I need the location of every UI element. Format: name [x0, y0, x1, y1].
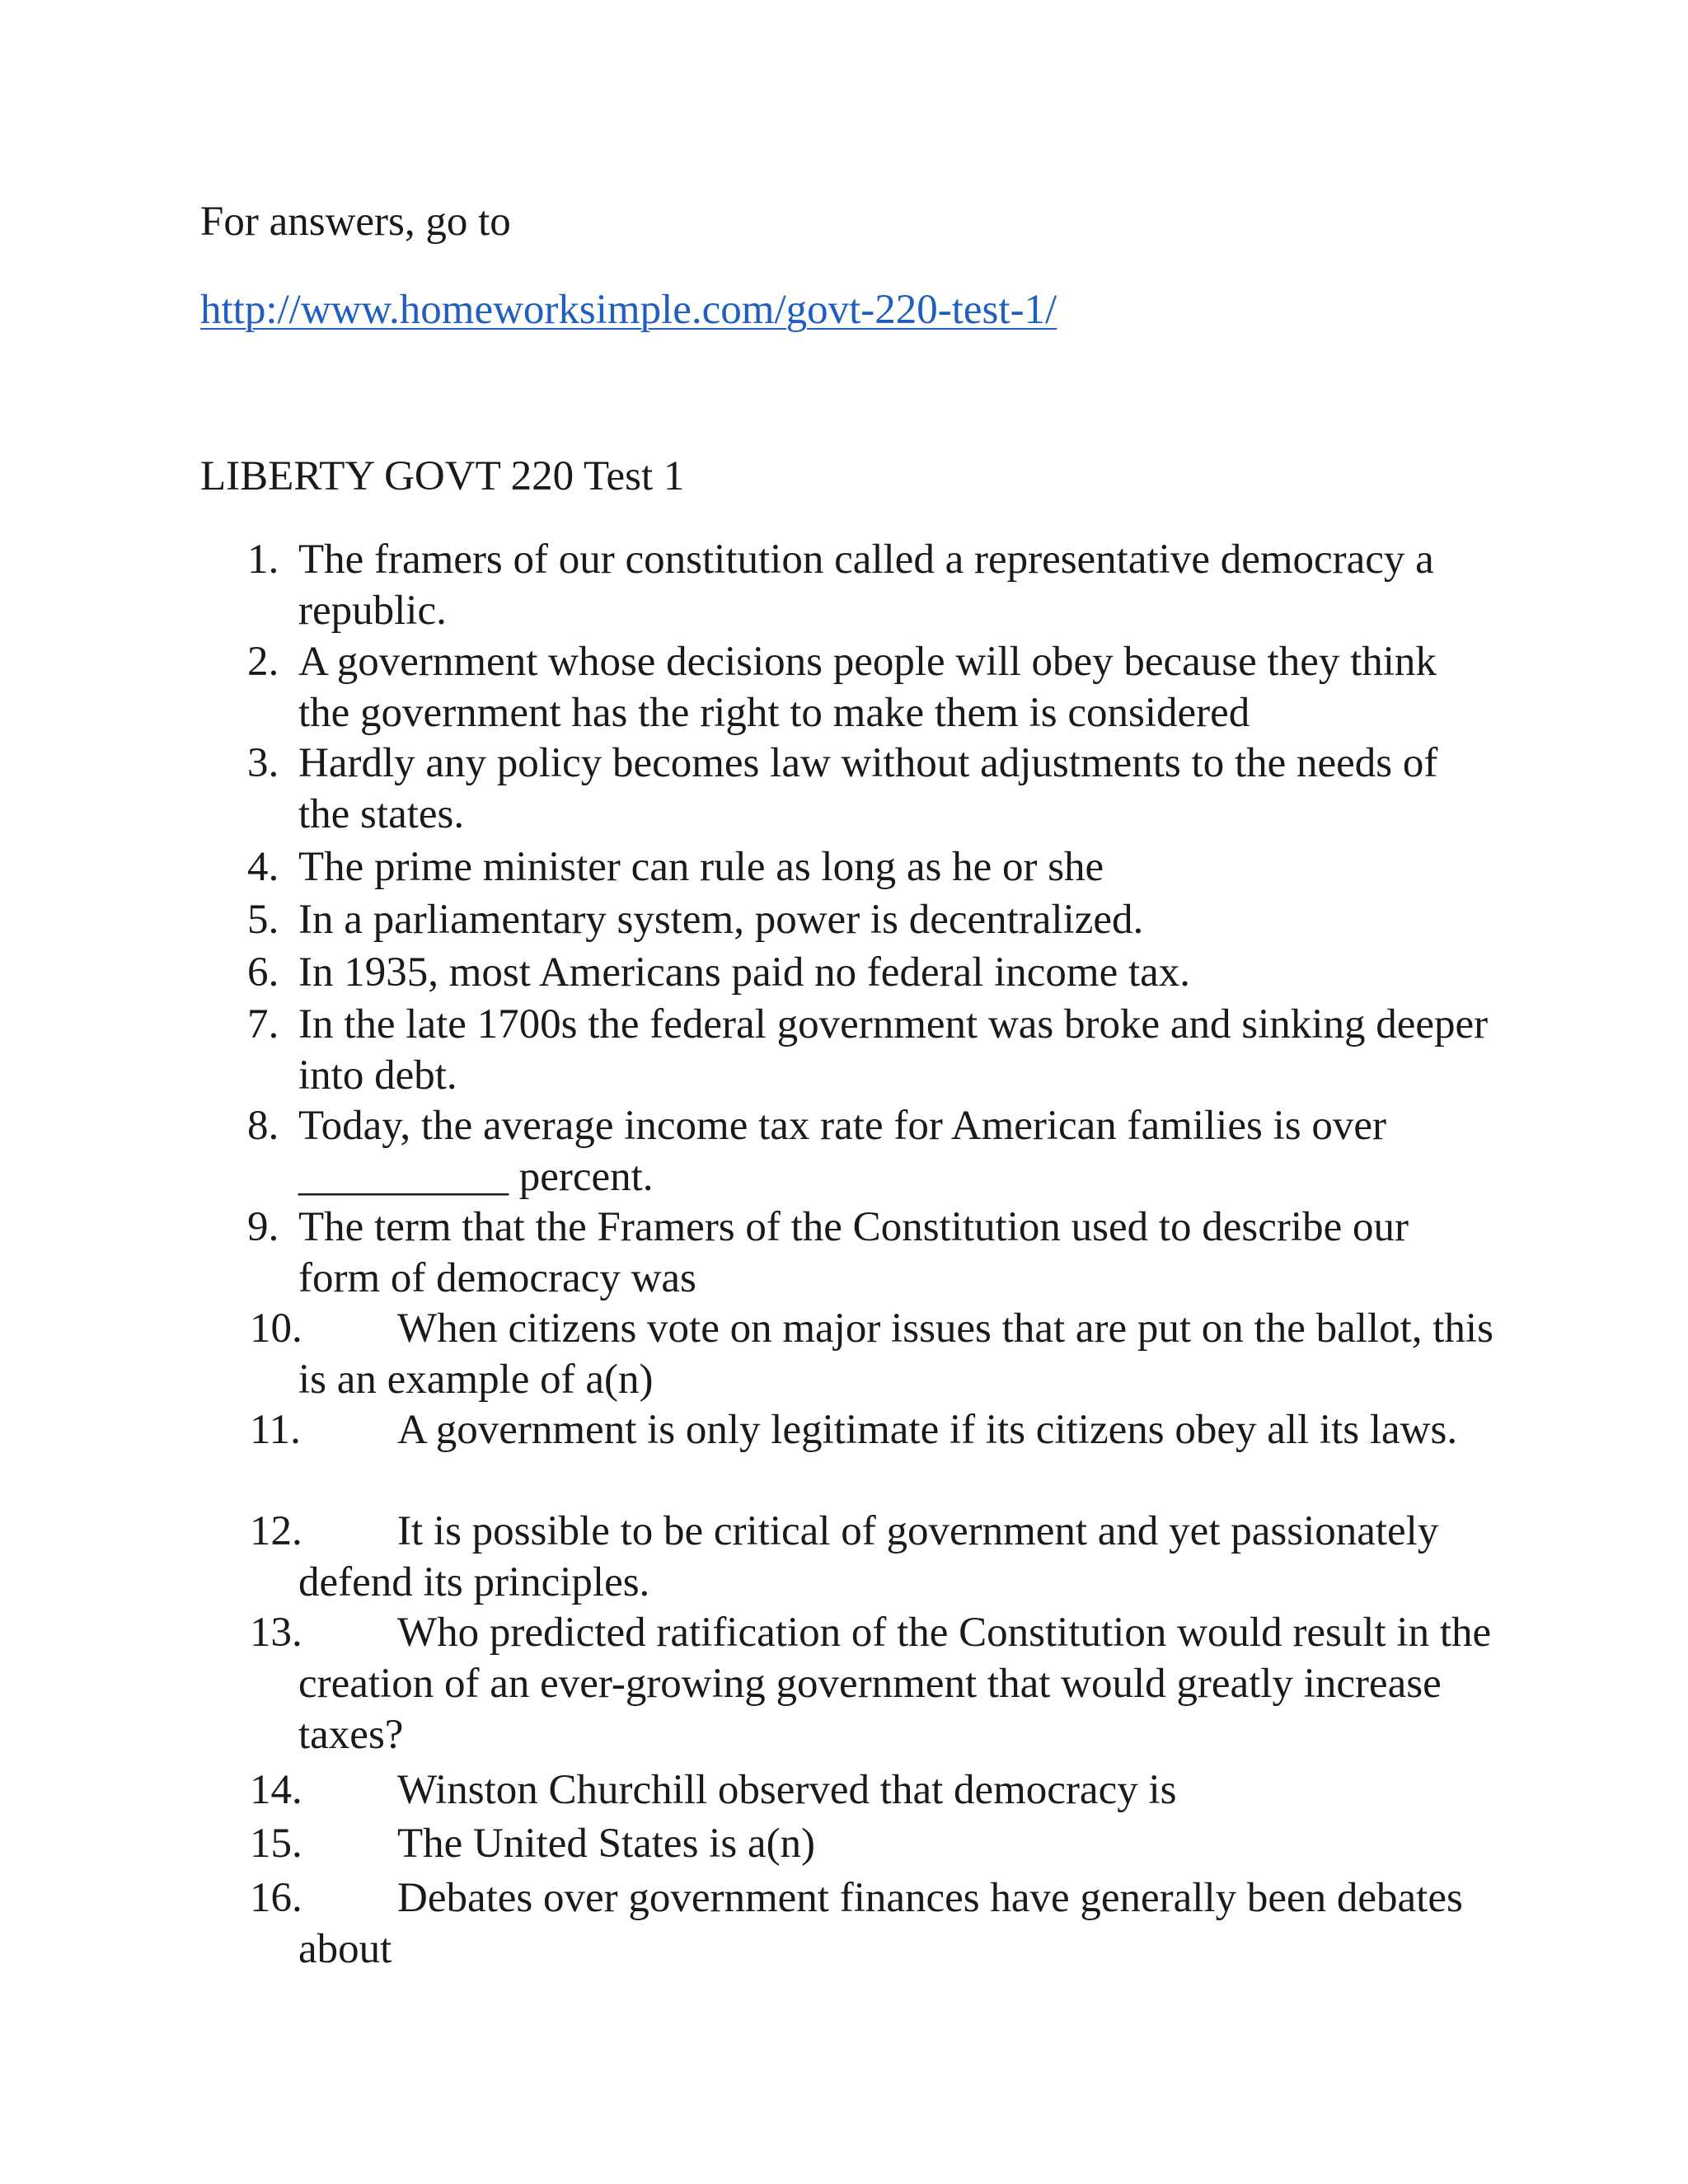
answers-link[interactable]: http://www.homeworksimple.com/govt-220-test-1/ — [200, 287, 1057, 333]
question-text: Who predicted ratification of the Constitution would result in the creation of an ever-growing government that would greatly increase taxes? — [298, 1610, 1492, 1758]
question-text: Winston Churchill observed that democracy is — [397, 1767, 1177, 1813]
question-number: 2. — [247, 639, 279, 685]
question-number: 9. — [247, 1204, 279, 1250]
question-number: 12. — [250, 1508, 302, 1554]
question-number: 3. — [247, 740, 279, 786]
question-text: It is possible to be critical of government and yet passionately defend its principles. — [298, 1508, 1439, 1605]
question-number: 7. — [247, 1001, 279, 1047]
question-text: The United States is a(n) — [397, 1821, 816, 1867]
question-text: Today, the average income tax rate for American families is over __________ percent. — [298, 1103, 1386, 1200]
question-text: Hardly any policy becomes law without adjustments to the needs of the states. — [298, 740, 1438, 837]
test-title: LIBERTY GOVT 220 Test 1 — [200, 453, 685, 499]
question-text: In 1935, most Americans paid no federal income tax. — [298, 949, 1191, 996]
question-number: 16. — [250, 1875, 302, 1921]
question-text: In the late 1700s the federal government was broke and sinking deeper into debt. — [298, 1001, 1489, 1099]
question-text: A government is only legitimate if its citizens obey all its laws. — [397, 1407, 1458, 1453]
question-text: The term that the Framers of the Constitution used to describe our form of democracy was — [298, 1204, 1409, 1301]
question-number: 4. — [247, 844, 279, 890]
question-number: 11. — [250, 1407, 301, 1453]
question-text: In a parliamentary system, power is decentralized. — [298, 897, 1144, 943]
question-number: 5. — [247, 897, 279, 943]
question-number: 6. — [247, 949, 279, 996]
question-number: 14. — [250, 1767, 302, 1813]
question-text: Debates over government finances have generally been debates about — [298, 1875, 1463, 1972]
question-text: The prime minister can rule as long as he or she — [298, 844, 1104, 890]
question-number: 1. — [247, 537, 279, 583]
question-number: 13. — [250, 1610, 302, 1656]
answers-intro-text: For answers, go to — [200, 199, 511, 245]
question-number: 10. — [250, 1305, 302, 1352]
question-number: 15. — [250, 1821, 302, 1867]
question-text: A government whose decisions people will obey because they think the government has the right to make them is considered — [298, 639, 1437, 736]
question-text: The framers of our constitution called a representative democracy a republic. — [298, 537, 1434, 634]
question-text: When citizens vote on major issues that are put on the ballot, this is an example of a(n) — [298, 1305, 1493, 1403]
question-number: 8. — [247, 1103, 279, 1149]
